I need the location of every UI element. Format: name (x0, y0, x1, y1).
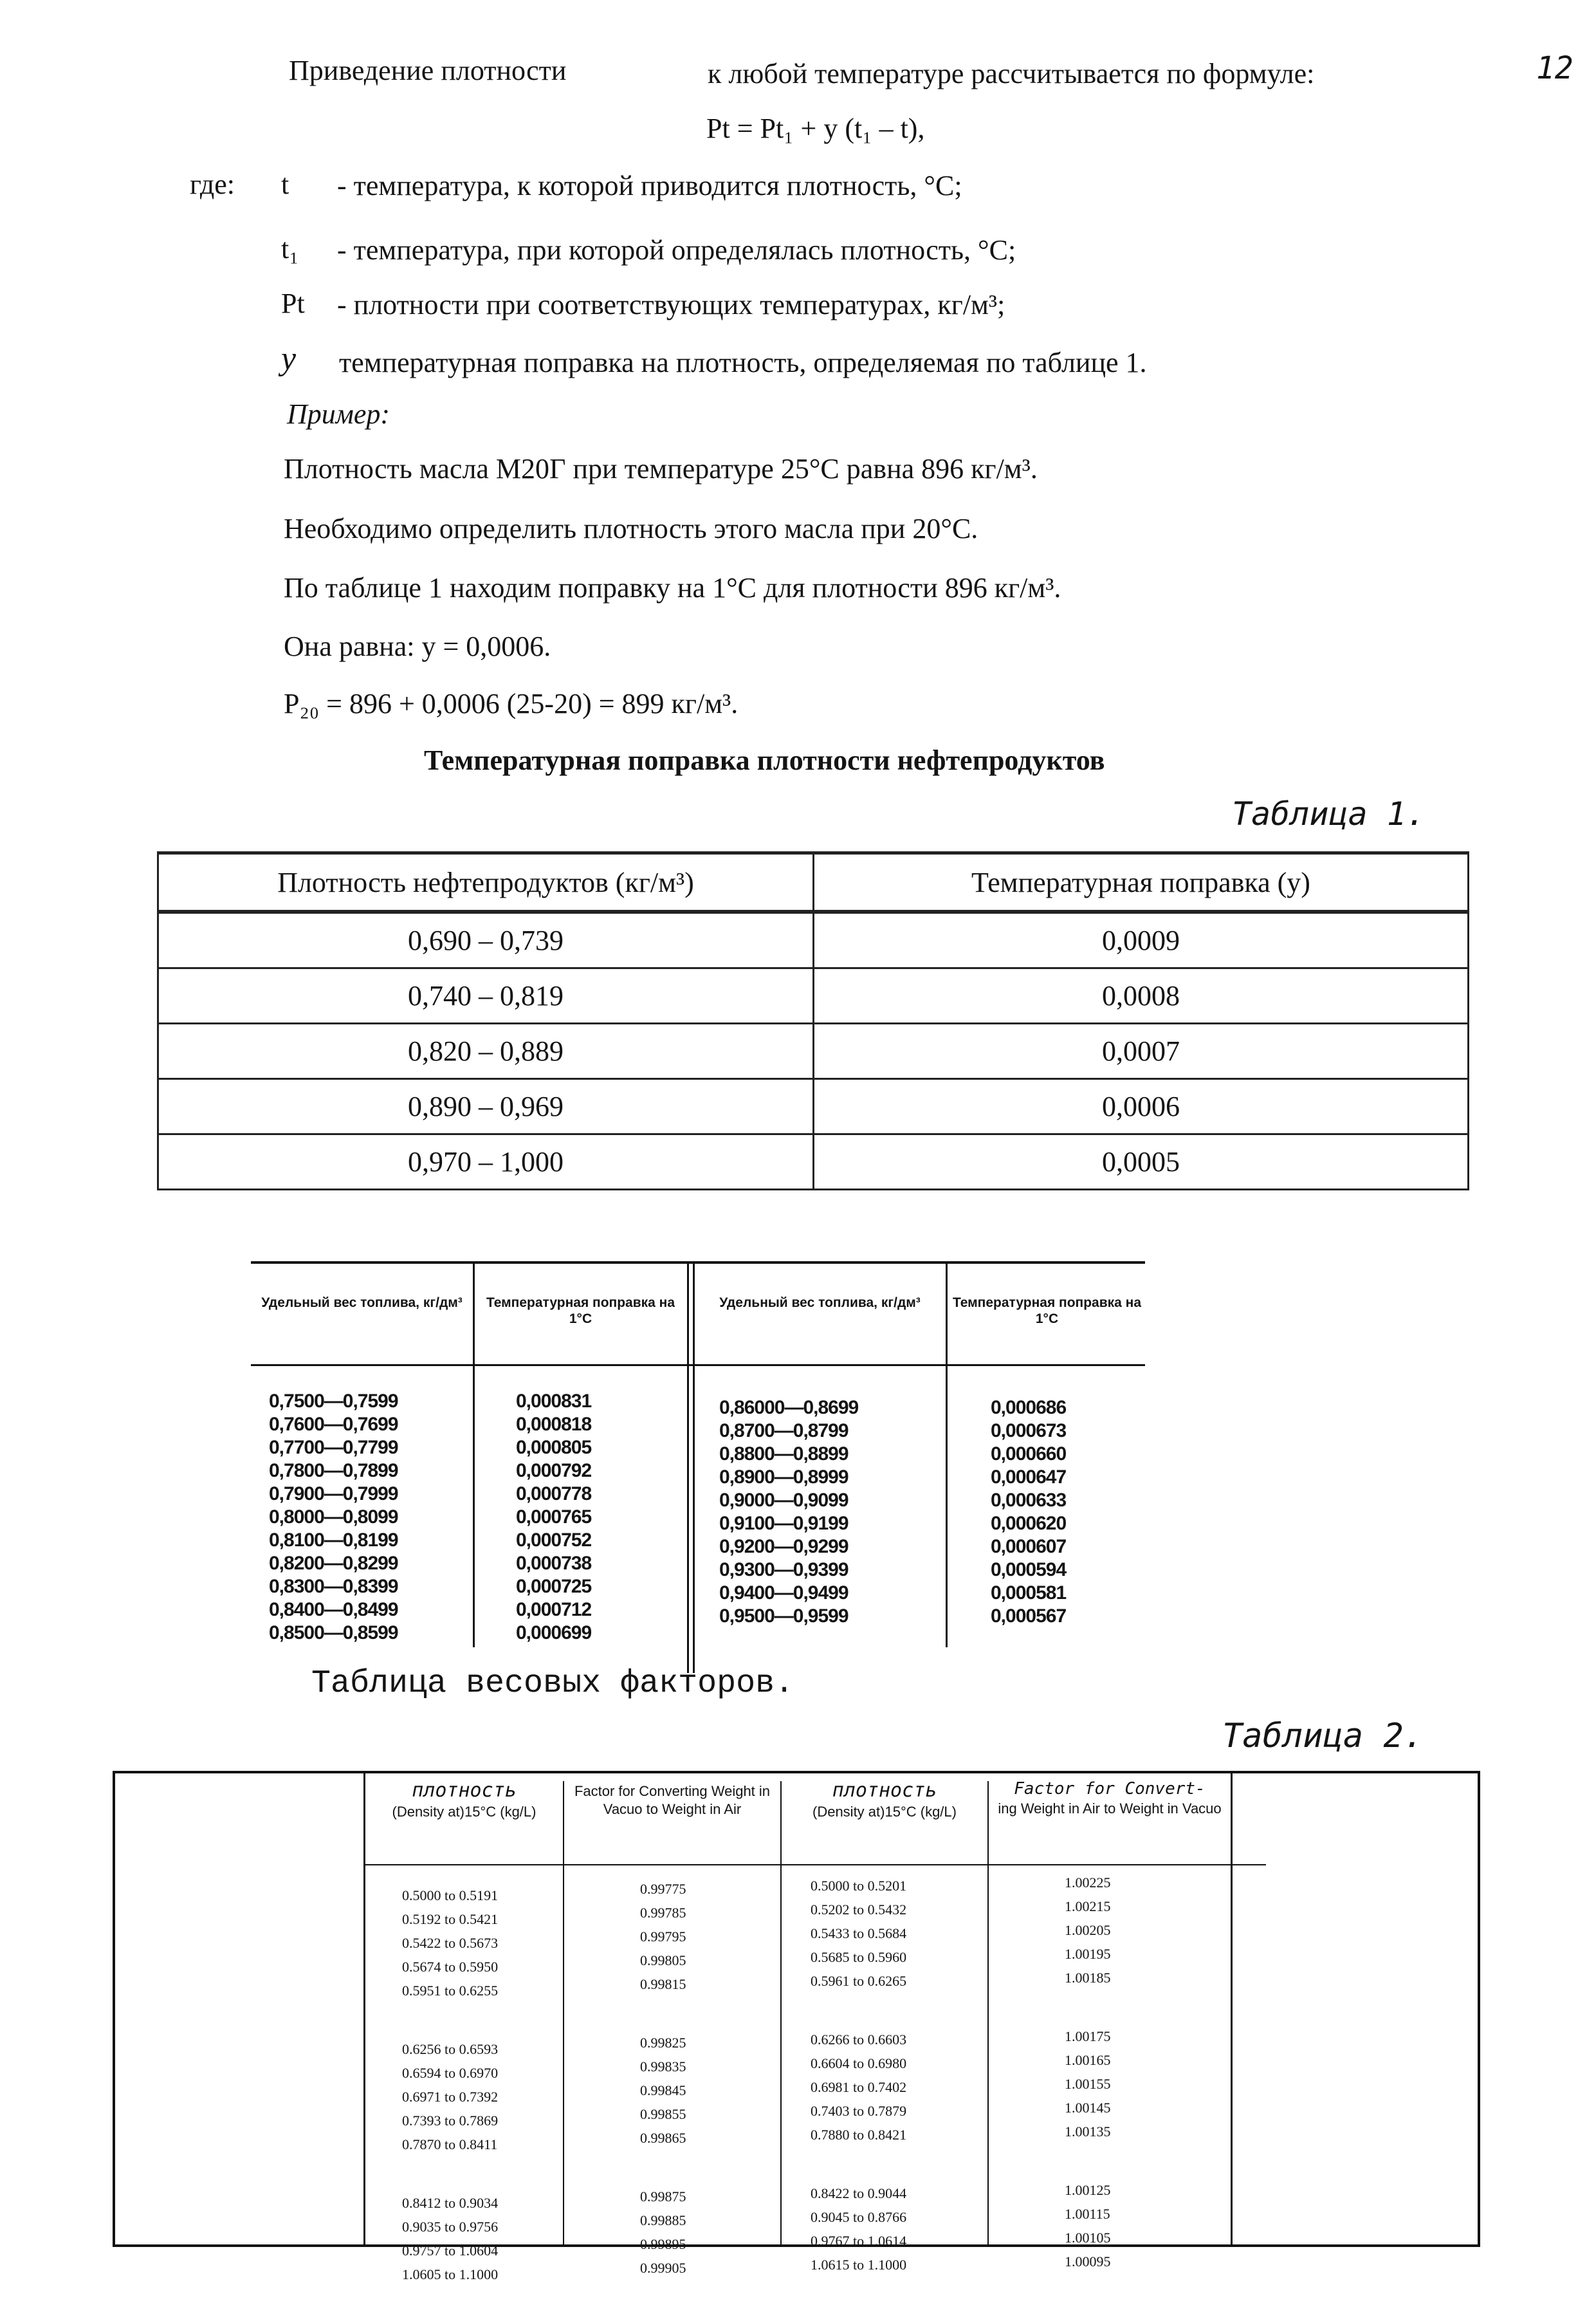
table1-correction-value: 0,0006 (814, 1079, 1469, 1134)
t2-c4-header: ing Weight in Air to Weight in Vacuo (998, 1800, 1222, 1817)
table1 (157, 851, 1469, 1190)
definition-symbol: Pt (281, 288, 305, 319)
table1-density-range: 0,690 – 0,739 (158, 912, 814, 968)
t2-value: 0.5674 to 0.5950 (402, 1959, 499, 1975)
t2-value-group (1065, 2178, 1111, 2273)
table1-label: Таблица 1. (1232, 795, 1426, 833)
t2-value: 1.00175 (1065, 2028, 1111, 2044)
t2-value: 1.00105 (1065, 2230, 1111, 2246)
gravity-range: 0,9500—0,9599 (719, 1605, 848, 1627)
t2-c3-hand-header: плотность (832, 1779, 937, 1802)
t2-value-group (811, 2028, 906, 2147)
t2-value: 0.5685 to 0.5960 (811, 1949, 907, 1965)
t2-value: 1.00095 (1065, 2253, 1111, 2270)
t2-value-group (1065, 1871, 1111, 1990)
t2-value: 1.00225 (1065, 1874, 1111, 1891)
gravity-range: 0,8800—0,8899 (719, 1443, 848, 1465)
t2-value-group (1065, 2024, 1111, 2143)
where-label: где: (190, 169, 235, 200)
gravity-range: 0,7500—0,7599 (269, 1391, 398, 1412)
gravity-correction: 0,000581 (991, 1582, 1067, 1604)
intro-line-part2: к любой температуре рассчитывается по формуле: (708, 58, 1315, 89)
example-line: Необходимо определить плотность этого масла при 20°С. (284, 513, 978, 544)
gravity-left-values (516, 1390, 591, 1645)
t2-value: 0.5433 to 0.5684 (811, 1925, 907, 1941)
t2-value: 0.9767 to 1.0614 (811, 2233, 907, 2249)
t2-value: 0.99835 (640, 2058, 686, 2075)
table1-header-correction: Температурная поправка (у) (814, 853, 1469, 912)
t2-value: 0.6604 to 0.6980 (811, 2055, 907, 2071)
t2-value: 1.00165 (1065, 2052, 1111, 2068)
table1-title: Температурная поправка плотности нефтепродуктов (424, 744, 1105, 776)
t2-value: 0.99875 (640, 2188, 686, 2205)
definition-text: температурная поправка на плотность, определяемая по таблице 1. (339, 347, 1147, 378)
gravity-range: 0,9100—0,9199 (719, 1513, 848, 1534)
t2-col-factor-air (640, 1877, 686, 2315)
definition-text: - температура, при которой определялась плотность, °С; (337, 234, 1016, 266)
t2-c3-header: (Density at)15°C (kg/L) (812, 1803, 957, 1820)
t2-value: 0.6971 to 0.7392 (402, 2089, 499, 2105)
gravity-correction: 0,000778 (516, 1483, 592, 1504)
t2-value: 0.99775 (640, 1881, 686, 1897)
gravity-range: 0,8900—0,8999 (719, 1466, 848, 1488)
t2-value: 1.00125 (1065, 2182, 1111, 2198)
gravity-correction: 0,000738 (516, 1553, 592, 1574)
gravity-range: 0,8500—0,8599 (269, 1622, 398, 1643)
t2-value: 1.00115 (1065, 2206, 1110, 2222)
t2-value: 0.7880 to 0.8421 (811, 2127, 907, 2143)
table1-row (158, 1024, 1469, 1079)
gravity-range: 0,7700—0,7799 (269, 1437, 398, 1458)
gravity-right-values (991, 1396, 1066, 1628)
gravity-header-2: Температурная поправка на 1°С (486, 1295, 675, 1327)
t2-value: 0.99855 (640, 2106, 686, 2122)
t2-value: 0.99795 (640, 1928, 686, 1945)
t2-value: 1.00185 (1065, 1970, 1111, 1986)
t2-value: 0.99845 (640, 2082, 686, 2098)
gravity-correction: 0,000633 (991, 1490, 1067, 1511)
gravity-correction: 0,000660 (991, 1443, 1067, 1465)
t2-value: 0.5000 to 0.5191 (402, 1887, 499, 1903)
intro-line-part1: Приведение плотности (289, 55, 567, 86)
example-heading: Пример: (287, 398, 390, 430)
t2-value: 0.6594 to 0.6970 (402, 2065, 499, 2081)
gravity-correction: 0,000699 (516, 1622, 592, 1643)
t2-value: 0.6981 to 0.7402 (811, 2079, 907, 2095)
gravity-header-3: Удельный вес топлива, кг/дм³ (719, 1295, 921, 1310)
t2-col-density-air (811, 1874, 906, 2311)
gravity-range: 0,8400—0,8499 (269, 1599, 398, 1620)
table1-row (158, 912, 1469, 968)
t2-value: 0.5422 to 0.5673 (402, 1935, 499, 1951)
gravity-correction: 0,000765 (516, 1506, 592, 1528)
example-line: Плотность масла М20Г при температуре 25°С равна 896 кг/м³. (284, 453, 1038, 485)
t2-value: 0.5202 to 0.5432 (811, 1901, 907, 1918)
t2-value-group (402, 1883, 498, 2002)
gravity-correction: 0,000725 (516, 1576, 592, 1597)
t2-value: 1.00155 (1065, 2076, 1111, 2092)
t2-value: 0.7393 to 0.7869 (402, 2113, 499, 2129)
gravity-correction: 0,000792 (516, 1460, 592, 1481)
t2-c2-header: Factor for Converting Weight in Vacuo to Weight in Air (574, 1783, 771, 1817)
gravity-header-4: Температурная поправка на 1°С (952, 1295, 1142, 1327)
t2-value: 0.7870 to 0.8411 (402, 2136, 498, 2152)
table1-density-range: 0,890 – 0,969 (158, 1079, 814, 1134)
t2-value: 0.99815 (640, 1976, 686, 1992)
t2-value: 0.99805 (640, 1952, 686, 1968)
table1-density-range: 0,820 – 0,889 (158, 1024, 814, 1079)
t2-value: 0.9035 to 0.9756 (402, 2219, 499, 2235)
table1-row (158, 968, 1469, 1024)
t2-value: 0.7403 to 0.7879 (811, 2103, 907, 2119)
definition-symbol: t₁ (281, 233, 299, 264)
gravity-range: 0,7800—0,7899 (269, 1460, 398, 1481)
gravity-correction: 0,000818 (516, 1414, 592, 1435)
gravity-correction: 0,000712 (516, 1599, 592, 1620)
definition-text: - температура, к которой приводится плотность, °С; (337, 170, 962, 201)
table1-density-range: 0,970 – 1,000 (158, 1134, 814, 1190)
gravity-correction: 0,000686 (991, 1397, 1067, 1418)
t2-value: 0.9757 to 1.0604 (402, 2242, 499, 2259)
weight-factors-title: Таблица весовых факторов. (311, 1665, 794, 1702)
t2-value: 0.6266 to 0.6603 (811, 2031, 907, 2048)
gravity-correction: 0,000805 (516, 1437, 592, 1458)
gravity-range: 0,8000—0,8099 (269, 1506, 398, 1528)
gravity-range: 0,86000—0,8699 (719, 1397, 859, 1418)
gravity-correction: 0,000752 (516, 1530, 592, 1551)
t2-value-group (811, 1874, 906, 1993)
t2-value: 0.99825 (640, 2035, 686, 2051)
table1-header-density: Плотность нефтепродуктов (кг/м³) (158, 853, 814, 912)
t2-value: 1.00215 (1065, 1898, 1111, 1914)
table2-label: Таблица 2. (1222, 1717, 1424, 1755)
gravity-correction: 0,000594 (991, 1559, 1067, 1580)
t2-value: 0.8422 to 0.9044 (811, 2185, 907, 2201)
definition-symbol: y (281, 340, 297, 377)
t2-value: 0.99895 (640, 2236, 686, 2252)
t2-value: 0.9045 to 0.8766 (811, 2209, 907, 2225)
t2-c1-hand-header: плотность (412, 1779, 517, 1802)
weight-factors-table (113, 1771, 1480, 2282)
t2-col-density-vacuo (402, 1883, 498, 2321)
t2-value: 1.00145 (1065, 2100, 1111, 2116)
table1-density-range: 0,740 – 0,819 (158, 968, 814, 1024)
table1-correction-value: 0,0007 (814, 1024, 1469, 1079)
table1-correction-value: 0,0009 (814, 912, 1469, 968)
t2-value-group (402, 2037, 498, 2156)
gravity-range: 0,8700—0,8799 (719, 1420, 848, 1441)
gravity-range: 0,9200—0,9299 (719, 1536, 848, 1557)
gravity-correction: 0,000567 (991, 1605, 1067, 1627)
t2-c4-hand-header: Factor for Convert- (1014, 1779, 1206, 1799)
t2-col-factor-vacuo (1065, 1871, 1111, 2308)
t2-value: 1.0605 to 1.1000 (402, 2266, 499, 2282)
example-line: По таблице 1 находим поправку на 1°С для плотности 896 кг/м³. (284, 572, 1061, 604)
gravity-range: 0,8100—0,8199 (269, 1530, 398, 1551)
gravity-correction: 0,000647 (991, 1466, 1067, 1488)
t2-value: 0.5961 to 0.6265 (811, 1973, 907, 1989)
t2-value: 0.99785 (640, 1905, 686, 1921)
definition-text: - плотности при соответствующих температурах, кг/м³; (337, 289, 1005, 320)
gravity-left-ranges (269, 1390, 398, 1645)
t2-value: 1.00195 (1065, 1946, 1111, 1962)
table1-row (158, 1134, 1469, 1190)
t2-value: 1.0615 to 1.1000 (811, 2257, 907, 2273)
gravity-correction: 0,000673 (991, 1420, 1067, 1441)
density-formula: Pt = Pt₁ + y (t₁ – t), (706, 113, 925, 144)
t2-value: 0.99905 (640, 2260, 686, 2276)
gravity-correction: 0,000607 (991, 1536, 1067, 1557)
t2-value: 1.00205 (1065, 1922, 1111, 1938)
table1-correction-value: 0,0005 (814, 1134, 1469, 1190)
gravity-correction: 0,000620 (991, 1513, 1067, 1534)
gravity-right-ranges (719, 1396, 858, 1628)
t2-value: 1.00135 (1065, 2123, 1111, 2140)
gravity-range: 0,9400—0,9499 (719, 1582, 848, 1604)
example-line: P₂₀ = 896 + 0,0006 (25-20) = 899 кг/м³. (284, 688, 738, 719)
t2-value-group (640, 1877, 686, 1996)
definition-symbol: t (281, 169, 289, 200)
gravity-range: 0,9300—0,9399 (719, 1559, 848, 1580)
example-line: Она равна: у = 0,0006. (284, 631, 551, 662)
t2-c1-header: (Density at)15°C (kg/L) (392, 1803, 537, 1820)
page-number: 12 (1536, 50, 1573, 86)
gravity-range: 0,8200—0,8299 (269, 1553, 398, 1574)
t2-value-group (640, 2185, 686, 2280)
gravity-header-1: Удельный вес топлива, кг/дм³ (261, 1295, 463, 1310)
t2-value-group (811, 2181, 906, 2277)
t2-value: 0.5192 to 0.5421 (402, 1911, 499, 1927)
gravity-table (251, 1261, 1145, 1667)
gravity-range: 0,7900—0,7999 (269, 1483, 398, 1504)
gravity-range: 0,8300—0,8399 (269, 1576, 398, 1597)
t2-value: 0.99885 (640, 2212, 686, 2228)
t2-value: 0.5951 to 0.6255 (402, 1983, 499, 1999)
gravity-range: 0,9000—0,9099 (719, 1490, 848, 1511)
gravity-range: 0,7600—0,7699 (269, 1414, 398, 1435)
t2-value: 0.8412 to 0.9034 (402, 2195, 499, 2211)
gravity-correction: 0,000831 (516, 1391, 592, 1412)
t2-value: 0.5000 to 0.5201 (811, 1878, 907, 1894)
table1-correction-value: 0,0008 (814, 968, 1469, 1024)
t2-value: 0.6256 to 0.6593 (402, 2041, 499, 2057)
t2-value-group (402, 2191, 498, 2286)
table1-row (158, 1079, 1469, 1134)
t2-value-group (640, 2031, 686, 2150)
t2-value: 0.99865 (640, 2130, 686, 2146)
